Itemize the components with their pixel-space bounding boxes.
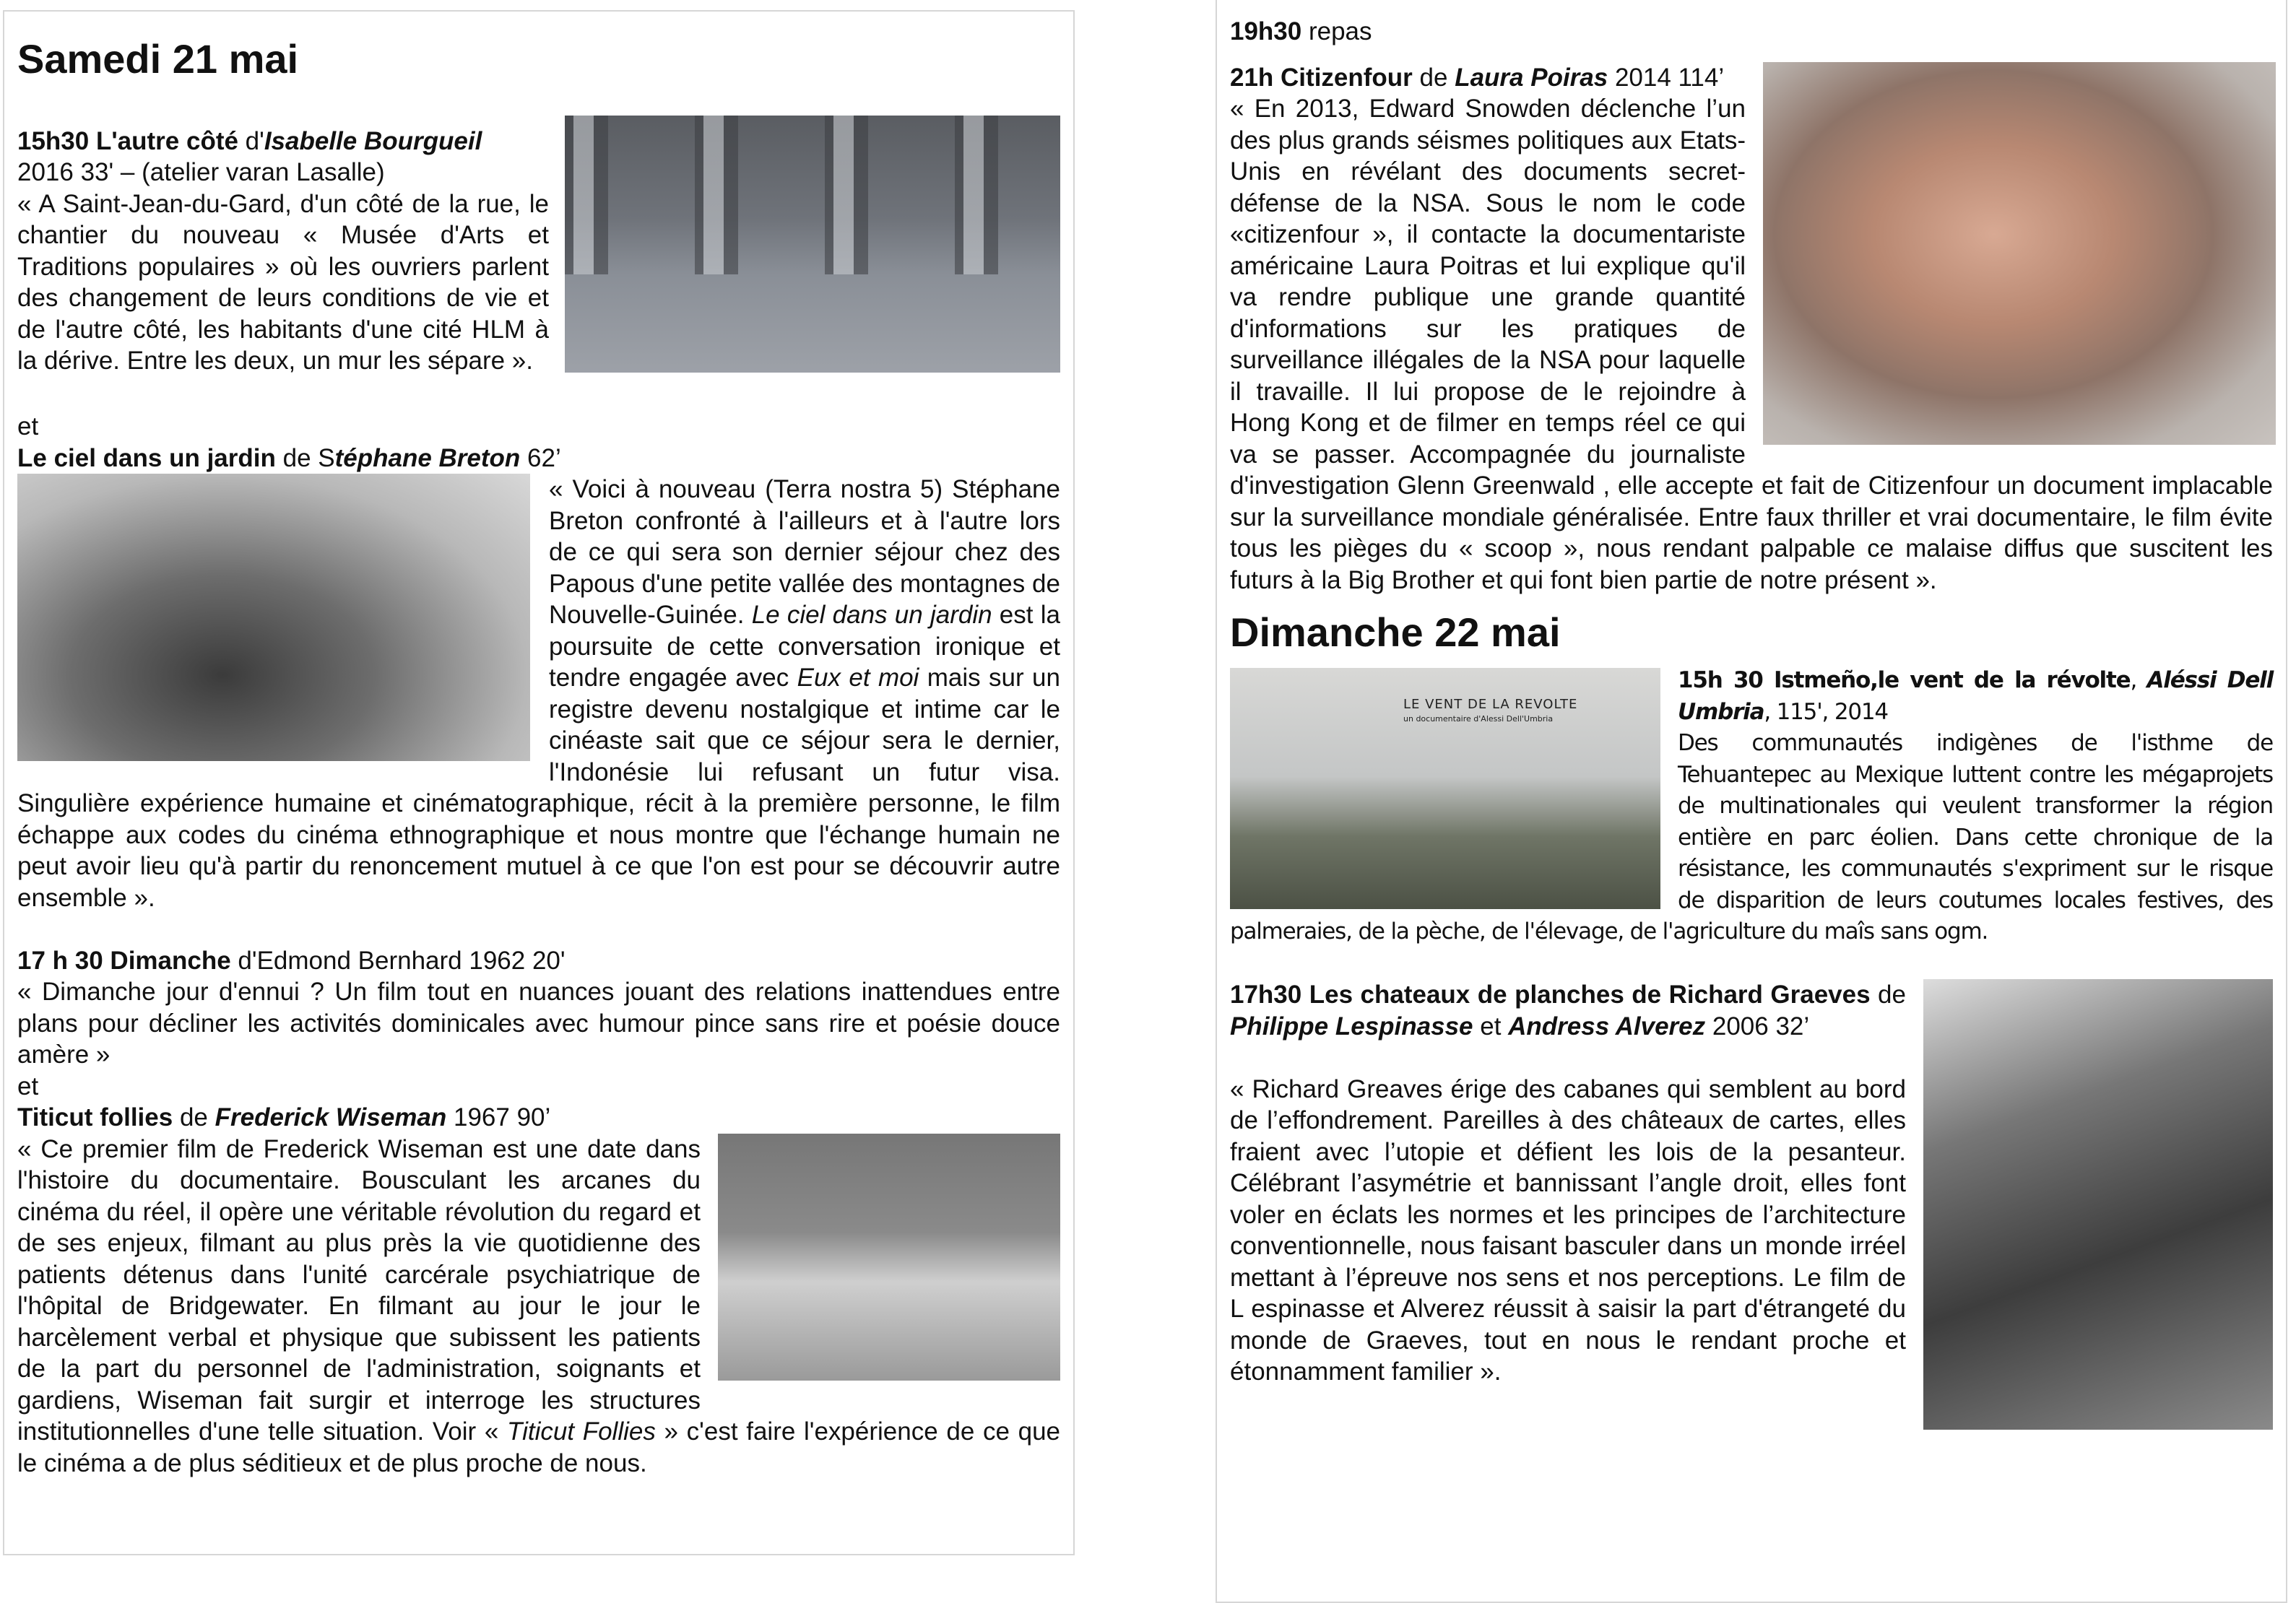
text-run: Isabelle Bourgueil	[264, 126, 482, 155]
text-run: de	[1870, 981, 1906, 1009]
film-still-wooden-cabin	[1923, 979, 2273, 1430]
text-run: et	[17, 1072, 39, 1100]
text-run: 15h30 L'autre côté	[17, 126, 238, 155]
film-still-trombone	[718, 1134, 1060, 1381]
text-run: Des communautés indigènes de l'isthme de Tehuantepec au Mexique luttent contre les mégaprojets de multinationales qui veulent transformer la région entière en parc éolien. Dans cette chronique de la résistance, les communautés s'expriment sur le risque de disparition de leurs coutumes locales festives, des palmeraies, de la pèche, de l'élevage, de l'agriculture du maîs sans ogm.	[1230, 730, 2273, 944]
text-run: est la poursuite de cette conversation ironique et tendre engagée avec	[549, 601, 1060, 692]
text-run: « A Saint-Jean-du-Gard, d'un côté de la rue, le chantier du nouveau « Musée d'Arts et Traditions populaires » où les ouvriers parlent des changement de leurs conditions de vie et de l'autre côté, les habitants d'une cité HLM à la dérive. Entre les deux, un mur les sépare ».	[17, 189, 549, 375]
text-run: « Ce premier film de Frederick Wiseman est une date dans l'histoire du documentaire. Bousculant les arcanes du cinéma du réel, il opère une véritable révolution du regard et de ses enjeux, filmant au plus près la vie quotidienne des patients détenus dans l'unité carcérale psychiatrique de l'hôpital de Bridgewater. En filmant au jour le jour le harcèlement verbal et physique que subissent les patients de la part du personnel de l'administration, soignants et gardiens, Wiseman fait surgir et interroge les structures institutionnelles d'une telle situation. Voir «	[17, 1134, 701, 1446]
text-run: d'	[238, 126, 264, 155]
text-run: Eux et moi	[797, 664, 919, 692]
text-run: Laura Poiras	[1455, 63, 1608, 92]
text-run: téphane Breton	[334, 443, 521, 472]
event-meal	[1230, 16, 2273, 48]
film-title	[17, 945, 1060, 977]
text-run: Frederick Wiseman	[215, 1103, 447, 1131]
connector-text	[17, 1071, 1060, 1103]
text-run: de S	[275, 443, 335, 472]
text-run: « Voici à nouveau (Terra nostra 5) Stéphane Breton confronté à l'ailleurs et à l'autre lors de ce qui sera son dernier séjour chez des Papous d'une petite vallée des montagnes de Nouvelle-Guinée.	[549, 475, 1060, 629]
page-dimanche	[1216, 0, 2287, 1603]
film-poster-wind-turbines	[1230, 668, 1660, 909]
text-run: Aléssi Dell Umbria	[1678, 667, 2273, 725]
text-run: , 115', 2014	[1764, 698, 1888, 725]
film-still-forest	[17, 474, 530, 761]
text-run: « Richard Greaves érige des cabanes qui semblent au bord de l’effondrement. Pareilles à des châteaux de cartes, elles fraient avec l’utopie et défient les lois de la pesanteur. Célébrant l’asymétrie et bannissant l’angle droit, elles font voler en éclats les normes et les principes de l’architecture conventionnelle, nous faisant basculer dans un monde irréel mettant à l’épreuve nos sens et nos perceptions. Le film de L espinasse et Alverez réussit à saisir la part d'étrangeté du monde de Graeves, tout en nous le rendant proche et étonnamment familier ».	[1230, 1074, 1906, 1386]
text-run: « Dimanche jour d'ennui ? Un film tout en nuances jouant des relations inattendues entre plans pour décliner les activités dominicales avec humour pince sans rire et poésie douce amère »	[17, 978, 1060, 1069]
text-run: 17h30 Les chateaux de planches de Richard Graeves	[1230, 981, 1871, 1009]
text-run: 19h30	[1230, 17, 1302, 45]
text-run: Le ciel dans un jardin	[17, 443, 276, 472]
text-run: 1967 90’	[446, 1103, 551, 1131]
text-run: 2016 33' – (atelier varan Lasalle)	[17, 158, 385, 186]
text-run: Le ciel dans un jardin	[751, 601, 992, 629]
text-run: repas	[1301, 17, 1372, 45]
film-still-snowden	[1763, 62, 2276, 445]
text-run: 2006 32’	[1705, 1012, 1810, 1041]
text-run: 62’	[520, 443, 561, 472]
text-run: « En 2013, Edward Snowden déclenche l’un des plus grands séismes politiques aux Etats-Unis en révélant des documents secret-défense de la NSA. Sous le nom le code «citizenfour », il contacte la documentariste américaine Laura Poitras et lui explique qu'il va rendre publique une grande quantité d'informations sur les pratiques de surveillance illégales de la NSA pour laquelle il travaille. Il lui propose de le rejoindre à Hong Kong et de filmer en temps réel ce qui va se passer. Accompagnée du journaliste d'investigation Glenn Greenwald , elle accepte et fait de Citizenfour un document implacable sur la surveillance mondiale généralisée. Entre faux thriller et vrai documentaire, le film évite tous les pièges du « scoop », nous rendant palpable ce malaise diffus que suscitent les futurs à la Big Brother et qui font bien partie de notre présent ».	[1230, 95, 2273, 594]
text-run: d'Edmond Bernhard 1962 20'	[230, 946, 566, 975]
text-run: et	[17, 412, 39, 440]
text-run: 2014 114’	[1608, 63, 1725, 92]
text-run: Andress Alverez	[1508, 1012, 1706, 1041]
poster-subtitle: un documentaire d'Alessi Dell'Umbria	[1403, 714, 1554, 724]
text-run: 17 h 30 Dimanche	[17, 946, 231, 975]
text-run: 15h 30 Istmeño,le vent de la révolte	[1678, 667, 2131, 693]
text-run: Titicut Follies	[507, 1417, 656, 1446]
text-run: mais sur un registre devenu nostalgique et intime car le cinéaste sait que ce séjour sera le dernier, l'Indonésie lui refusant un futur visa. Singulière expérience humaine et cinématographique, récit à la première personne, le film échappe aux codes du cinéma ethnographique et nous montre que l'échange humain ne peut avoir lieu qu'à partir du renoncement mutuel à ce que l'on est pour se découvrir autre ensemble ».	[17, 664, 1060, 912]
day-heading: Samedi 21 mai	[17, 36, 299, 82]
text-run: » c'est faire l'expérience de ce que le cinéma a de plus séditieux et de plus proche de nous.	[17, 1417, 1061, 1477]
text-run: et	[1473, 1012, 1509, 1041]
text-run: de	[1412, 63, 1455, 92]
text-run: ,	[2130, 667, 2147, 693]
text-run: Philippe Lespinasse	[1230, 1012, 1473, 1041]
day-heading: Dimanche 22 mai	[1230, 609, 1561, 655]
film-description	[17, 976, 1060, 1071]
page-samedi	[3, 10, 1075, 1555]
film-still-empty-hall	[565, 116, 1060, 373]
text-run: Titicut follies	[17, 1103, 173, 1131]
text-run: de	[173, 1103, 215, 1131]
film-title	[17, 443, 1060, 474]
poster-title: LE VENT DE LA REVOLTE	[1403, 697, 1578, 712]
text-run: 21h Citizenfour	[1230, 63, 1413, 92]
connector-text	[17, 411, 1060, 443]
film-title	[17, 1102, 1060, 1134]
